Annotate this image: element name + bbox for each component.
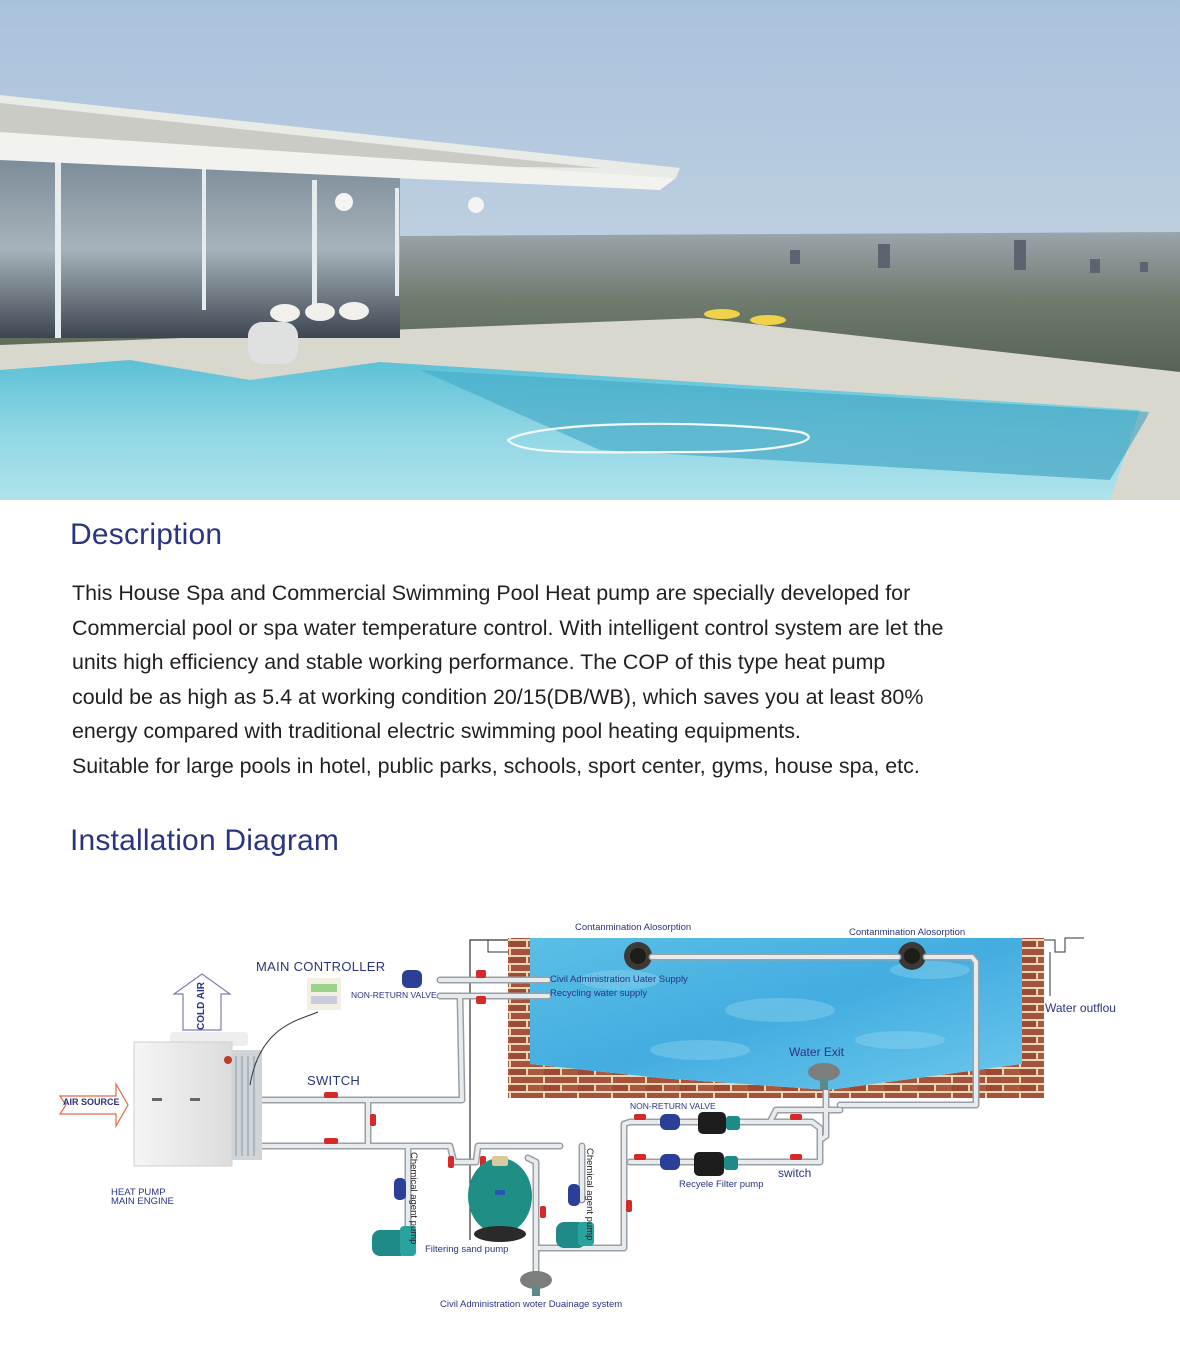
- label-water-outflow: Water outflou: [1045, 1001, 1116, 1015]
- label-recycling-water-supply: Recycling water supply: [550, 988, 648, 999]
- label-filtering-sand-pump: Filtering sand pump: [425, 1244, 509, 1255]
- pool-house-photo: [0, 0, 1180, 500]
- label-switch-top: SWITCH: [307, 1073, 361, 1088]
- recycle-filter-pumps: [694, 1112, 740, 1176]
- label-heat-pump: HEAT PUMP: [111, 1187, 166, 1198]
- label-cold-air: COLD AIR: [196, 982, 207, 1030]
- description-line: Commercial pool or spa water temperature control. With intelligent control system are let the: [72, 615, 944, 640]
- heat-pump-unit: [134, 1032, 262, 1166]
- label-main-controller: MAIN CONTROLLER: [256, 959, 386, 974]
- label-switch-bottom: switch: [778, 1166, 812, 1180]
- description-text: [72, 576, 1132, 783]
- label-contamination-1: Contanmination Alosorption: [575, 922, 692, 933]
- description-line: could be as high as 5.4 at working condition 20/15(DB/WB), which saves you at least 80%: [72, 684, 924, 709]
- label-drainage-system: Civil Administration woter Duainage system: [440, 1299, 623, 1310]
- installation-diagram: [0, 900, 1180, 1340]
- label-non-return-valve-bottom: NON-RETURN VALVE: [630, 1101, 716, 1111]
- label-contamination-2: Contanmination Alosorption: [849, 927, 966, 938]
- description-line: This House Spa and Commercial Swimming Pool Heat pump are specially developed for: [72, 581, 911, 605]
- hero-photo: [0, 0, 1180, 500]
- description-line: energy compared with traditional electric swimming pool heating equipments.: [72, 719, 801, 743]
- label-civil-water-supply: Civil Administration Uater Supply: [550, 974, 688, 985]
- description-heading: Description: [70, 518, 223, 551]
- cold-air-label-box: [172, 972, 232, 1032]
- pool-plumbing-schematic: [0, 900, 1180, 1340]
- label-chemical-pump-1: Chemical agent pump: [408, 1152, 419, 1245]
- sand-filter-tank: [468, 1156, 532, 1242]
- label-chemical-pump-2: Chemical agent pump: [584, 1148, 595, 1241]
- main-controller-device: [307, 978, 341, 1010]
- label-air-source: AIR SOURCE: [63, 1097, 120, 1107]
- description-line: units high efficiency and stable working performance. The COP of this type heat pump: [72, 650, 886, 674]
- air-source-label-box: [55, 1082, 127, 1128]
- label-main-engine: MAIN ENGINE: [111, 1196, 174, 1207]
- label-water-exit: Water Exit: [789, 1045, 844, 1059]
- description-line: Suitable for large pools in hotel, public parks, schools, sport center, gyms, house spa, etc.: [72, 753, 920, 778]
- label-recycle-filter-pump: Recyele Filter pump: [679, 1179, 764, 1190]
- installation-heading: Installation Diagram: [70, 824, 340, 857]
- label-non-return-valve-top: NON-RETURN VALVE: [351, 990, 437, 1000]
